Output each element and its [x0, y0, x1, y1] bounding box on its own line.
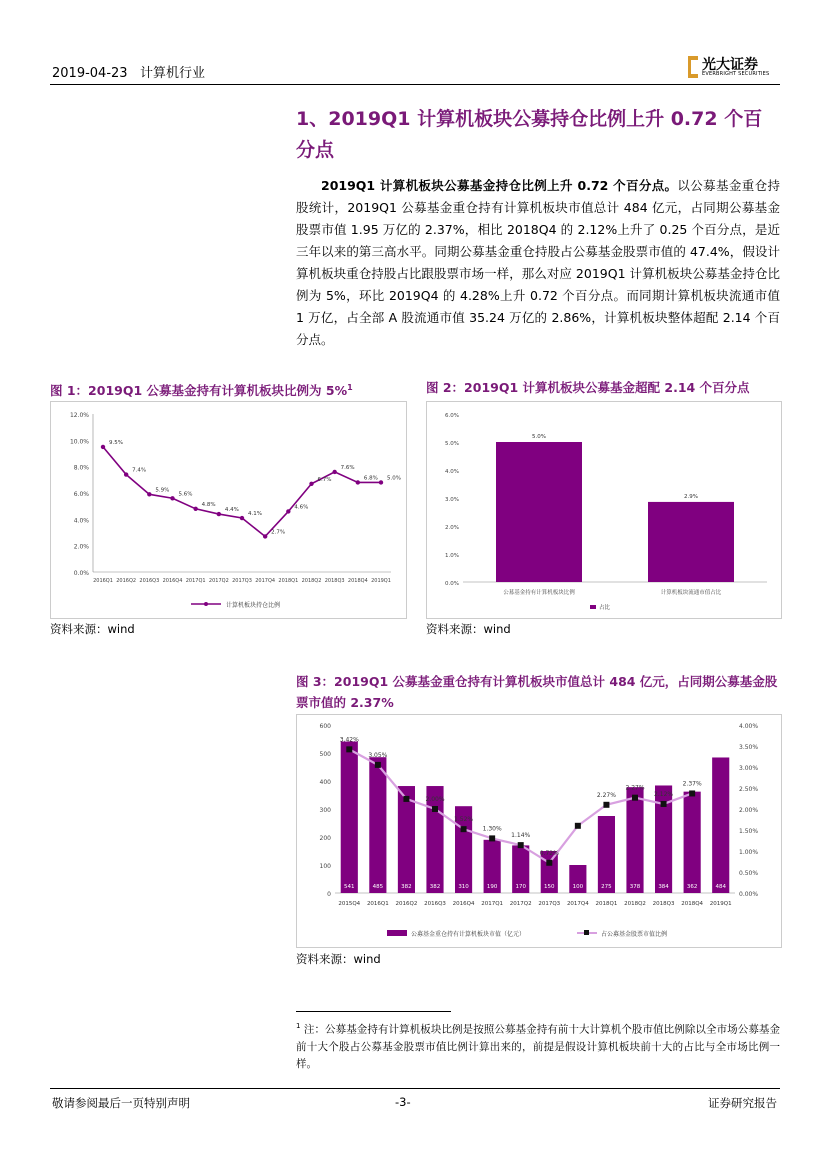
x-tick-label: 2017Q3 [538, 901, 561, 907]
ratio-marker [346, 746, 352, 752]
x-tick-label: 2018Q1 [278, 578, 299, 584]
bar-value-label: 190 [486, 884, 498, 890]
y-tick-label: 0.0% [445, 581, 459, 587]
data-label: 4.4% [224, 507, 239, 514]
section-body [296, 175, 780, 351]
bar-value-label: 384 [658, 884, 669, 890]
x-tick-label: 2016Q2 [395, 901, 418, 907]
ratio-label: 1.30% [482, 825, 502, 833]
y-left-tick-label: 300 [319, 807, 331, 814]
ratio-marker [632, 795, 638, 801]
line-chart-holding-ratio [51, 402, 406, 618]
y-tick-label: 5.0% [445, 441, 459, 447]
ratio-marker [375, 762, 381, 768]
bar-value-label: 485 [372, 884, 384, 890]
logo-english-name: EVERBRIGHT SECURITIES [702, 70, 770, 77]
y-tick-label: 2.0% [445, 525, 459, 531]
figure-1-title-text: 图 1：2019Q1 公募基金持有计算机板块比例为 5% [50, 383, 348, 399]
data-label: 4.1% [248, 511, 262, 518]
ratio-marker [603, 802, 609, 808]
figure-3-title: 图 3：2019Q1 公募基金重仓持有计算机板块市值总计 484 亿元，占同期公募基金股票市值的 2.37% [296, 674, 778, 710]
x-tick-label: 2017Q2 [509, 901, 532, 907]
bar [496, 442, 582, 582]
y-left-tick-label: 0 [327, 891, 331, 898]
ratio-marker [489, 835, 495, 841]
footnote-text: 注：公募基金持有计算机板块比例是按照公募基金持有前十大计算机个股市值比例除以全市场公募基金前十大个股占公募基金股票市值比例计算出来的，前提是假设计算机板块前十大的占比与全市场比例一样。 [296, 1023, 780, 1070]
data-point [263, 534, 267, 538]
y-right-tick-label: 3.50% [739, 744, 759, 751]
y-left-tick-label: 100 [319, 863, 331, 870]
y-tick-label: 8.0% [73, 464, 89, 472]
y-left-tick-label: 500 [319, 751, 331, 758]
data-point [217, 512, 221, 516]
ratio-label: 2.12% [654, 790, 674, 798]
ratio-marker [432, 806, 438, 812]
ratio-label: 2.27% [625, 784, 645, 792]
y-tick-label: 1.0% [445, 553, 459, 559]
report-header [52, 62, 205, 81]
report-type: 证券研究报告 [708, 1096, 777, 1110]
x-tick-label: 2017Q3 [232, 578, 252, 584]
bar-value-label: 275 [601, 884, 612, 890]
y-right-tick-label: 4.00% [739, 723, 759, 730]
x-tick-label: 2017Q4 [566, 901, 589, 907]
y-tick-label: 6.0% [73, 491, 89, 498]
ratio-label: 0.72% [539, 849, 559, 857]
footnote-number: 1 [296, 1022, 301, 1030]
y-tick-label: 4.0% [445, 469, 459, 475]
legend-label-bar: 公募基金重仓持有计算机板块市值（亿元） [411, 931, 526, 938]
x-tick-label: 2017Q1 [481, 901, 504, 907]
x-tick-label: 2018Q2 [301, 578, 322, 584]
x-tick-label: 2016Q1 [93, 578, 113, 584]
y-right-tick-label: 3.00% [739, 765, 759, 772]
data-point [240, 516, 244, 520]
legend-label-line: 占公募基金股票市值比例 [601, 931, 668, 938]
ratio-marker [403, 796, 409, 802]
series-line [103, 447, 381, 537]
section-title: 1、2019Q1 计算机板块公募持仓比例上升 0.72 个百分点 [296, 108, 763, 161]
figure-1-chart [50, 401, 407, 619]
x-tick-label: 2017Q1 [185, 578, 206, 584]
ratio-marker [461, 826, 467, 832]
figure-1-source: 资料来源：wind [50, 622, 135, 636]
legend-swatch-bar [387, 930, 407, 936]
company-logo [688, 55, 769, 79]
legend-label: 计算机板块持仓比例 [226, 602, 281, 609]
x-tick-label: 2018Q2 [624, 901, 646, 907]
x-tick-label: 2018Q4 [347, 578, 368, 584]
data-label: 7.4% [132, 467, 147, 474]
bar-value-label: 382 [401, 884, 412, 890]
y-left-tick-label: 200 [319, 835, 331, 842]
bar-value-label: 484 [715, 884, 726, 890]
data-point [193, 507, 197, 511]
bar-value-label: 310 [458, 884, 469, 890]
page-number: -3- [395, 1095, 411, 1109]
legend-marker [204, 602, 208, 606]
x-tick-label: 2019Q1 [371, 578, 391, 584]
ratio-label: 1.14% [511, 832, 531, 840]
y-tick-label: 3.0% [445, 497, 459, 503]
data-point [379, 480, 383, 484]
legend-label: 占比 [599, 605, 611, 611]
bar-value-label: 382 [429, 884, 441, 890]
figure-2-source: 资料来源：wind [426, 622, 511, 636]
bar [648, 502, 734, 582]
data-point [147, 492, 151, 496]
x-tick-label: 2018Q3 [652, 901, 675, 907]
data-label: 5.9% [155, 487, 170, 494]
body-paragraph: 以公募基金重仓持股统计，2019Q1 公募基金重仓持有计算机板块市值总计 484 亿元，占同期公募基金股票市值 1.95 万亿的 2.37%，相比 2018Q4 的 2.12%上升了 0.25 个百分点，是近三年以来的第三高水平。同期公募基金重仓持股占公募基金股票市值的 47.4%，假设计算机板块重仓持股占比跟股票市场一样，那么对应 2019Q1 计算机板块公募基金持仓比例为 5%，环比 2019Q4 的 4.28%上升 0.72 个百分点。而同期计算机板块流通市值 1 万亿，占全部 A 股流通市值 35.24 万亿的 2.86%，计算机板块整体超配 2.14 个百分点。 [296, 178, 780, 347]
data-point [309, 482, 313, 486]
legend-swatch [590, 605, 596, 609]
header-divider [50, 84, 780, 85]
data-point [170, 496, 174, 500]
ratio-label: 2.37% [682, 780, 702, 788]
x-tick-label: 2017Q4 [255, 578, 276, 584]
footnote-divider [296, 1011, 451, 1012]
y-right-tick-label: 1.00% [739, 849, 759, 856]
bar-value-label: 100 [572, 884, 584, 890]
footnote-ref: 1 [347, 383, 353, 392]
y-right-tick-label: 2.50% [739, 786, 759, 793]
ratio-label: 2.27% [596, 791, 616, 799]
data-label: 9.5% [109, 439, 123, 446]
bar-value-label: 170 [515, 884, 526, 890]
ratio-marker [546, 860, 552, 866]
data-point [124, 472, 128, 476]
bar [341, 742, 358, 893]
bar-value-label: 5.0% [532, 434, 546, 440]
logo-mark-icon [688, 56, 698, 78]
y-right-tick-label: 1.50% [739, 828, 759, 835]
figure-3-chart [296, 714, 782, 948]
figure-2-chart [426, 401, 782, 619]
lead-sentence: 2019Q1 计算机板块公募基金持仓比例上升 0.72 个百分点。 [321, 178, 678, 193]
y-tick-label: 4.0% [73, 517, 89, 525]
bar-value-label: 378 [629, 884, 641, 890]
y-tick-label: 0.0% [73, 570, 89, 577]
ratio-marker [689, 790, 695, 796]
x-tick-label: 2016Q4 [162, 578, 183, 584]
combo-chart-market-value [297, 715, 781, 947]
ratio-label: 3.05% [368, 751, 388, 759]
y-tick-label: 12.0% [69, 412, 89, 419]
y-right-tick-label: 2.00% [739, 807, 759, 814]
x-tick-label: 2016Q2 [116, 578, 137, 584]
x-category-label: 计算机板块流通市值占比 [660, 590, 722, 596]
x-tick-label: 2016Q1 [366, 901, 389, 907]
bar [625, 784, 645, 893]
footnote [296, 1018, 780, 1073]
x-tick-label: 2016Q3 [139, 578, 160, 584]
y-tick-label: 10.0% [69, 438, 89, 446]
bar [712, 757, 729, 893]
data-point [332, 470, 336, 474]
x-tick-label: 2016Q4 [452, 901, 475, 907]
y-tick-label: 2.0% [73, 543, 89, 551]
ratio-marker [518, 842, 524, 848]
x-tick-label: 2017Q2 [208, 578, 229, 584]
logo-name: 光大证券 [702, 56, 758, 73]
bar-value-label: 150 [544, 884, 555, 890]
y-right-tick-label: 0.50% [739, 870, 759, 877]
bar-chart-overweight [427, 402, 781, 618]
ratio-label: 2.00% [425, 796, 445, 803]
x-category-label: 公募基金持有计算机板块比例 [503, 590, 575, 596]
figure-2-title: 图 2：2019Q1 计算机板块公募基金超配 2.14 个百分点 [426, 380, 750, 395]
ratio-marker [661, 801, 667, 807]
disclaimer-note: 敬请参阅最后一页特别声明 [52, 1096, 190, 1110]
figure-1-title [50, 378, 410, 401]
footer-divider [50, 1088, 780, 1089]
data-label: 4.6% [294, 504, 309, 511]
data-label: 2.7% [271, 529, 286, 536]
data-label: 4.8% [201, 501, 216, 508]
bar [598, 816, 615, 893]
x-tick-label: 2015Q4 [338, 901, 361, 907]
x-tick-label: 2016Q3 [424, 901, 446, 907]
bar-value-label: 2.9% [684, 493, 698, 500]
ratio-marker [575, 823, 581, 829]
report-date: 2019-04-23 [52, 66, 128, 81]
data-point [101, 445, 105, 449]
y-tick-label: 6.0% [445, 413, 459, 419]
bar-value-label: 541 [344, 884, 355, 890]
data-label: 6.7% [317, 476, 332, 483]
data-point [286, 509, 290, 513]
bar-value-label: 362 [686, 884, 698, 890]
y-left-tick-label: 400 [319, 779, 331, 786]
ratio-label: 3.42% [339, 736, 359, 744]
x-tick-label: 2019Q1 [709, 901, 732, 907]
ratio-label: 1.52% [454, 816, 474, 824]
bar [684, 792, 701, 893]
x-tick-label: 2018Q3 [324, 578, 345, 584]
y-right-tick-label: 0.00% [739, 891, 759, 898]
x-tick-label: 2018Q1 [595, 901, 618, 907]
x-tick-label: 2018Q4 [681, 901, 704, 907]
y-left-tick-label: 600 [319, 723, 331, 730]
industry-label: 计算机行业 [139, 66, 205, 81]
bar [369, 757, 386, 893]
data-label: 7.6% [340, 464, 355, 471]
data-label: 6.8% [363, 475, 378, 482]
data-label: 5.6% [178, 491, 193, 498]
data-label: 5.0% [387, 475, 401, 482]
legend-marker-line [584, 930, 589, 935]
figure-3-source: 资料来源：wind [296, 952, 381, 966]
data-point [356, 480, 360, 484]
